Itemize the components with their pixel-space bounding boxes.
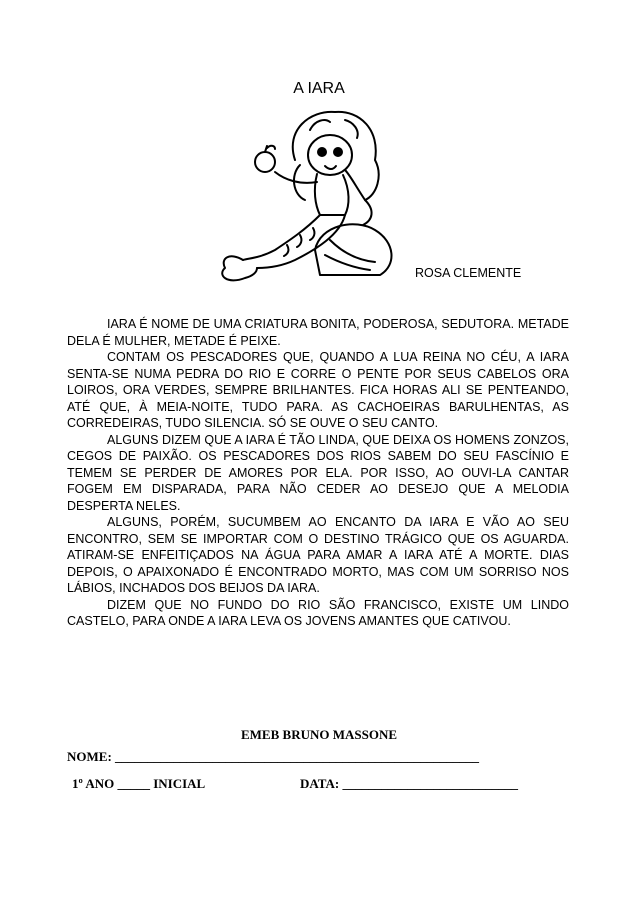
story-paragraph: CONTAM OS PESCADORES QUE, QUANDO A LUA REINA NO CÉU, A IARA SENTA-SE NUMA PEDRA DO RIO E CORRE O PENTE POR SEUS CABELOS ORA LOIROS, ORA VERDES, SEMPRE BRILHANTES. FICA HORAS ALI SE PENTEANDO, ATÉ QUE, À MEIA-NOITE, TUDO PARA. AS CACHOEIRAS BARULHENTAS, AS CORREDEIRAS, TUDO SILENCIA. SÓ SE OUVE O SEU CANTO. [67, 350, 569, 430]
grade-field: 1º ANO _____ INICIAL [72, 776, 206, 791]
mermaid-illustration [205, 100, 405, 290]
school-name: EMEB BRUNO MASSONE [240, 727, 398, 742]
date-field: DATA: ___________________________ [300, 776, 518, 791]
story-paragraph: ALGUNS DIZEM QUE A IARA É TÃO LINDA, QUE DEIXA OS HOMENS ZONZOS, CEGOS DE PAIXÃO. OS PESCADORES DOS RIOS SABEM DO SEU FASCÍNIO E TEMEM SE PERDER DE AMORES POR ELA. POR ISSO, AO OUVI-LA CANTAR FOGEM EM DISPARADA, PARA NÃO CEDER AO DESEJO QUE A MELODIA DESPERTA NELES. [67, 432, 569, 513]
story-paragraph: ALGUNS, PORÉM, SUCUMBEM AO ENCANTO DA IARA E VÃO AO SEU ENCONTRO, SEM SE IMPORTAR COM O DESTINO TRÁGICO QUE OS AGUARDA. ATIRAM-SE ENFEITIÇADOS NA ÁGUA PARA AMAR A IARA ATÉ A MORTE. DIAS DEPOIS, O APAIXONADO É ENCONTRADO MORTO, MAS COM UM SORRISO NOS LÁBIOS, INCHADOS DOS BEIJOS DA IARA. [67, 515, 569, 595]
author-name: ROSA CLEMENTE [415, 266, 522, 280]
story-body [67, 316, 569, 630]
story-paragraph: IARA É NOME DE UMA CRIATURA BONITA, PODEROSA, SEDUTORA. METADE DELA É MULHER, METADE É PEIXE. [67, 317, 569, 348]
story-paragraph: DIZEM QUE NO FUNDO DO RIO SÃO FRANCISCO, EXISTE UM LINDO CASTELO, PARA ONDE A IARA LEVA OS JOVENS AMANTES QUE CATIVOU. [67, 597, 569, 628]
name-field: NOME: ________________________________________________________ [67, 749, 480, 764]
story-title: A IARA [293, 80, 345, 97]
